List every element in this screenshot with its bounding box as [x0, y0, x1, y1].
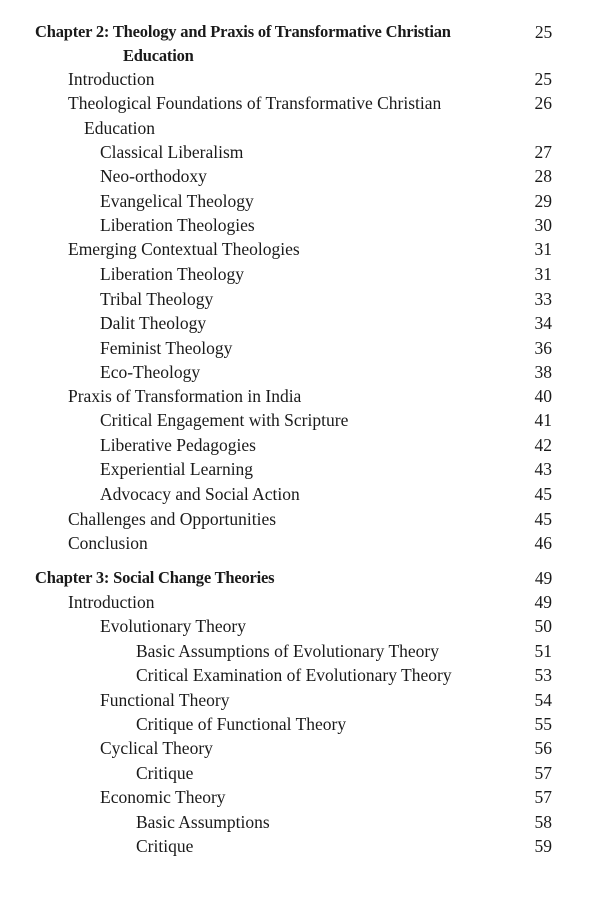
- toc-entry-title: Evolutionary Theory: [100, 616, 246, 636]
- toc-entry-title: Theological Foundations of Transformative Christian: [68, 93, 442, 113]
- toc-entry-page: 41: [534, 410, 552, 430]
- toc-entry-page: 54: [534, 690, 552, 710]
- toc-entry-page: 34: [534, 313, 552, 333]
- toc-entry-page: 25: [534, 22, 552, 42]
- toc-entry-page: 56: [534, 738, 552, 758]
- toc-entry-page: 28: [534, 166, 552, 186]
- toc-entry-title: Basic Assumptions of Evolutionary Theory: [136, 641, 439, 661]
- toc-entry-title: Eco-Theology: [100, 362, 201, 382]
- toc-entry-page: 59: [534, 836, 552, 856]
- toc-entry-page: 57: [534, 763, 552, 783]
- toc-entry-page: 31: [534, 264, 552, 284]
- toc-entry-title: Critical Engagement with Scripture: [100, 410, 349, 430]
- toc-entry-title: Feminist Theology: [100, 338, 233, 358]
- toc-entry-title: Experiential Learning: [100, 459, 254, 479]
- toc-entry-title: Critique: [136, 763, 194, 783]
- toc-entry-page: 25: [534, 69, 552, 89]
- toc-entry-page: 49: [534, 568, 552, 588]
- toc-entry-page: 57: [534, 787, 552, 807]
- toc-entry-page: 42: [534, 435, 552, 455]
- toc-entry-title: Introduction: [68, 69, 155, 89]
- toc-entry-title: Chapter 3: Social Change Theories: [35, 568, 275, 587]
- toc-entry-page: 31: [534, 239, 552, 259]
- toc-entry-title: Critique: [136, 836, 194, 856]
- toc-entry-title: Critical Examination of Evolutionary Theory: [136, 665, 452, 685]
- toc-entry-page: 40: [534, 386, 552, 406]
- toc-entry-title: Introduction: [68, 592, 155, 612]
- toc-entry-page: 45: [534, 509, 552, 529]
- toc-entry-page: 38: [534, 362, 552, 382]
- toc-entry-page: 55: [534, 714, 552, 734]
- toc-entry-title: Education: [123, 46, 194, 65]
- toc-entry-title: Challenges and Opportunities: [68, 509, 277, 529]
- toc-entry-title: Emerging Contextual Theologies: [68, 239, 300, 259]
- toc-entry-title: Evangelical Theology: [100, 191, 254, 211]
- toc-entry-page: 43: [534, 459, 552, 479]
- toc-entry-page: 30: [534, 215, 552, 235]
- toc-entry-page: 27: [534, 142, 552, 162]
- toc-entry-title: Praxis of Transformation in India: [68, 386, 302, 406]
- toc-entry-page: 53: [534, 665, 552, 685]
- toc-entry-page: 36: [534, 338, 552, 358]
- toc-entry-page: 33: [534, 289, 552, 309]
- toc-entry-title: Dalit Theology: [100, 313, 207, 333]
- toc-entry-title: Critique of Functional Theory: [136, 714, 347, 734]
- toc-entry-title: Basic Assumptions: [136, 812, 270, 832]
- toc-entry-page: 45: [534, 484, 552, 504]
- toc-entry-title: Classical Liberalism: [100, 142, 244, 162]
- toc-entry-title: Liberation Theologies: [100, 215, 255, 235]
- toc-entry-title: Education: [84, 118, 155, 138]
- toc-entry-page: 49: [534, 592, 552, 612]
- toc-entry-page: 46: [534, 533, 552, 553]
- toc-entry-title: Cyclical Theory: [100, 738, 213, 758]
- toc-entry-page: 26: [534, 93, 552, 113]
- toc-entry-page: 29: [534, 191, 552, 211]
- toc-entry-title: Functional Theory: [100, 690, 230, 710]
- toc-entry-page: 50: [534, 616, 552, 636]
- toc-entry-title: Chapter 2: Theology and Praxis of Transformative Christian: [35, 22, 451, 41]
- toc-entry-title: Neo-orthodoxy: [100, 166, 207, 186]
- toc-entry-title: Economic Theory: [100, 787, 226, 807]
- toc-entry-title: Liberative Pedagogies: [100, 435, 256, 455]
- toc-entry-title: Advocacy and Social Action: [100, 484, 300, 504]
- toc-entry-page: 51: [534, 641, 552, 661]
- toc-entry-title: Tribal Theology: [100, 289, 214, 309]
- toc-entry-title: Liberation Theology: [100, 264, 245, 284]
- toc-entry-page: 58: [534, 812, 552, 832]
- toc-entry-title: Conclusion: [68, 533, 148, 553]
